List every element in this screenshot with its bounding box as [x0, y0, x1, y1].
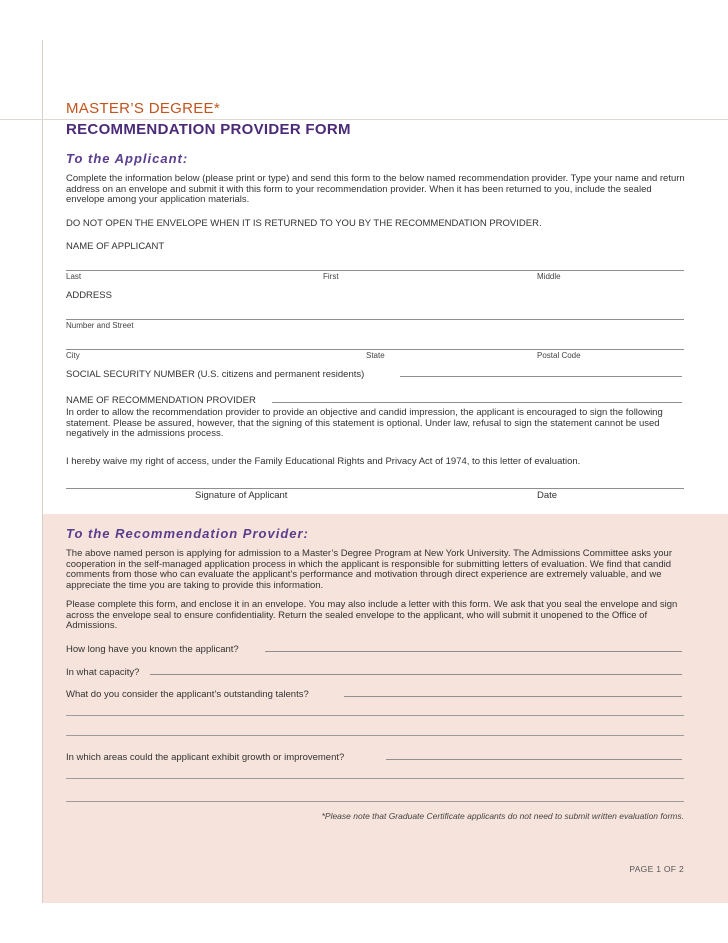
provider-instructions: Please complete this form, and enclose it in an envelope. You may also include a letter with this form. We ask that you seal the envelope and sign across the envelope seal to ensure confidentiality. Return the sealed envelope to the applicant, who will submit it unopened to the Office of Admissions.	[66, 599, 678, 632]
last-name-caption: Last	[66, 272, 82, 281]
state-caption: State	[366, 351, 385, 360]
talents-field-line-2[interactable]	[66, 715, 684, 716]
street-field[interactable]	[66, 319, 684, 320]
ferpa-waiver: I hereby waive my right of access, under the Family Educational Rights and Privacy Act of 1974, to this letter of evaluation.	[66, 456, 581, 467]
ssn-field[interactable]	[400, 376, 682, 377]
certificate-footnote: *Please note that Graduate Certificate applicants do not need to submit written evaluation forms.	[321, 811, 684, 821]
q-growth: In which areas could the applicant exhibit growth or improvement?	[66, 752, 345, 763]
growth-field-line-3[interactable]	[66, 801, 684, 802]
q-capacity: In what capacity?	[66, 667, 140, 678]
q-known-duration: How long have you known the applicant?	[66, 644, 239, 655]
name-of-applicant-label: NAME OF APPLICANT	[66, 241, 165, 252]
first-name-caption: First	[323, 272, 339, 281]
street-caption: Number and Street	[66, 321, 134, 330]
signature-caption: Signature of Applicant	[195, 490, 288, 501]
envelope-warning: DO NOT OPEN THE ENVELOPE WHEN IT IS RETURNED TO YOU BY THE RECOMMENDATION PROVIDER.	[66, 218, 542, 229]
applicant-intro: Complete the information below (please print or type) and send this form to the below named recommendation provider. Type your name and return address on an envelope and submit it with this form to your recommendation provider. When it has been returned to you, include the sealed envelope among your application materials.	[66, 173, 685, 206]
date-caption: Date	[537, 490, 558, 501]
address-label: ADDRESS	[66, 290, 112, 301]
city-caption: City	[66, 351, 80, 360]
provider-intro: The above named person is applying for admission to a Master’s Degree Program at New York University. The Admissions Committee asks your cooperation in the self-managed application process in which the applicant is responsible for submitting letters of evaluation. We find that candid comments from those who can evaluate the applicant’s performance and motivation through direct experience are extremely valuable, and we appreciate the time you are taking to provide this information.	[66, 548, 672, 591]
city-state-postal-field[interactable]	[66, 349, 684, 350]
talents-field[interactable]	[344, 696, 682, 697]
provider-name-label: NAME OF RECOMMENDATION PROVIDER	[66, 395, 256, 406]
ssn-label: SOCIAL SECURITY NUMBER (U.S. citizens and permanent residents)	[66, 369, 365, 380]
header-rule	[0, 119, 728, 120]
provider-name-field[interactable]	[272, 402, 682, 403]
degree-heading: MASTER’S DEGREE*	[66, 100, 220, 117]
growth-field[interactable]	[386, 759, 682, 760]
postal-code-caption: Postal Code	[537, 351, 581, 360]
middle-name-caption: Middle	[537, 272, 561, 281]
applicant-section-title: To the Applicant:	[66, 151, 189, 166]
known-duration-field[interactable]	[265, 651, 682, 652]
q-talents: What do you consider the applicant’s outstanding talents?	[66, 689, 309, 700]
page-number: PAGE 1 OF 2	[629, 864, 684, 874]
growth-field-line-2[interactable]	[66, 778, 684, 779]
signature-field[interactable]	[66, 488, 684, 489]
capacity-field[interactable]	[150, 674, 682, 675]
provider-section-title: To the Recommendation Provider:	[66, 526, 309, 541]
applicant-name-field[interactable]	[66, 270, 684, 271]
form-title: RECOMMENDATION PROVIDER FORM	[66, 121, 351, 138]
talents-field-line-3[interactable]	[66, 735, 684, 736]
waiver-statement-intro: In order to allow the recommendation provider to provide an objective and candid impression, the applicant is encouraged to sign the following statement. Please be assured, however, that the signing of this statement is optional. Under law, refusal to sign the statement cannot be used negatively in the admissions process.	[66, 407, 663, 440]
